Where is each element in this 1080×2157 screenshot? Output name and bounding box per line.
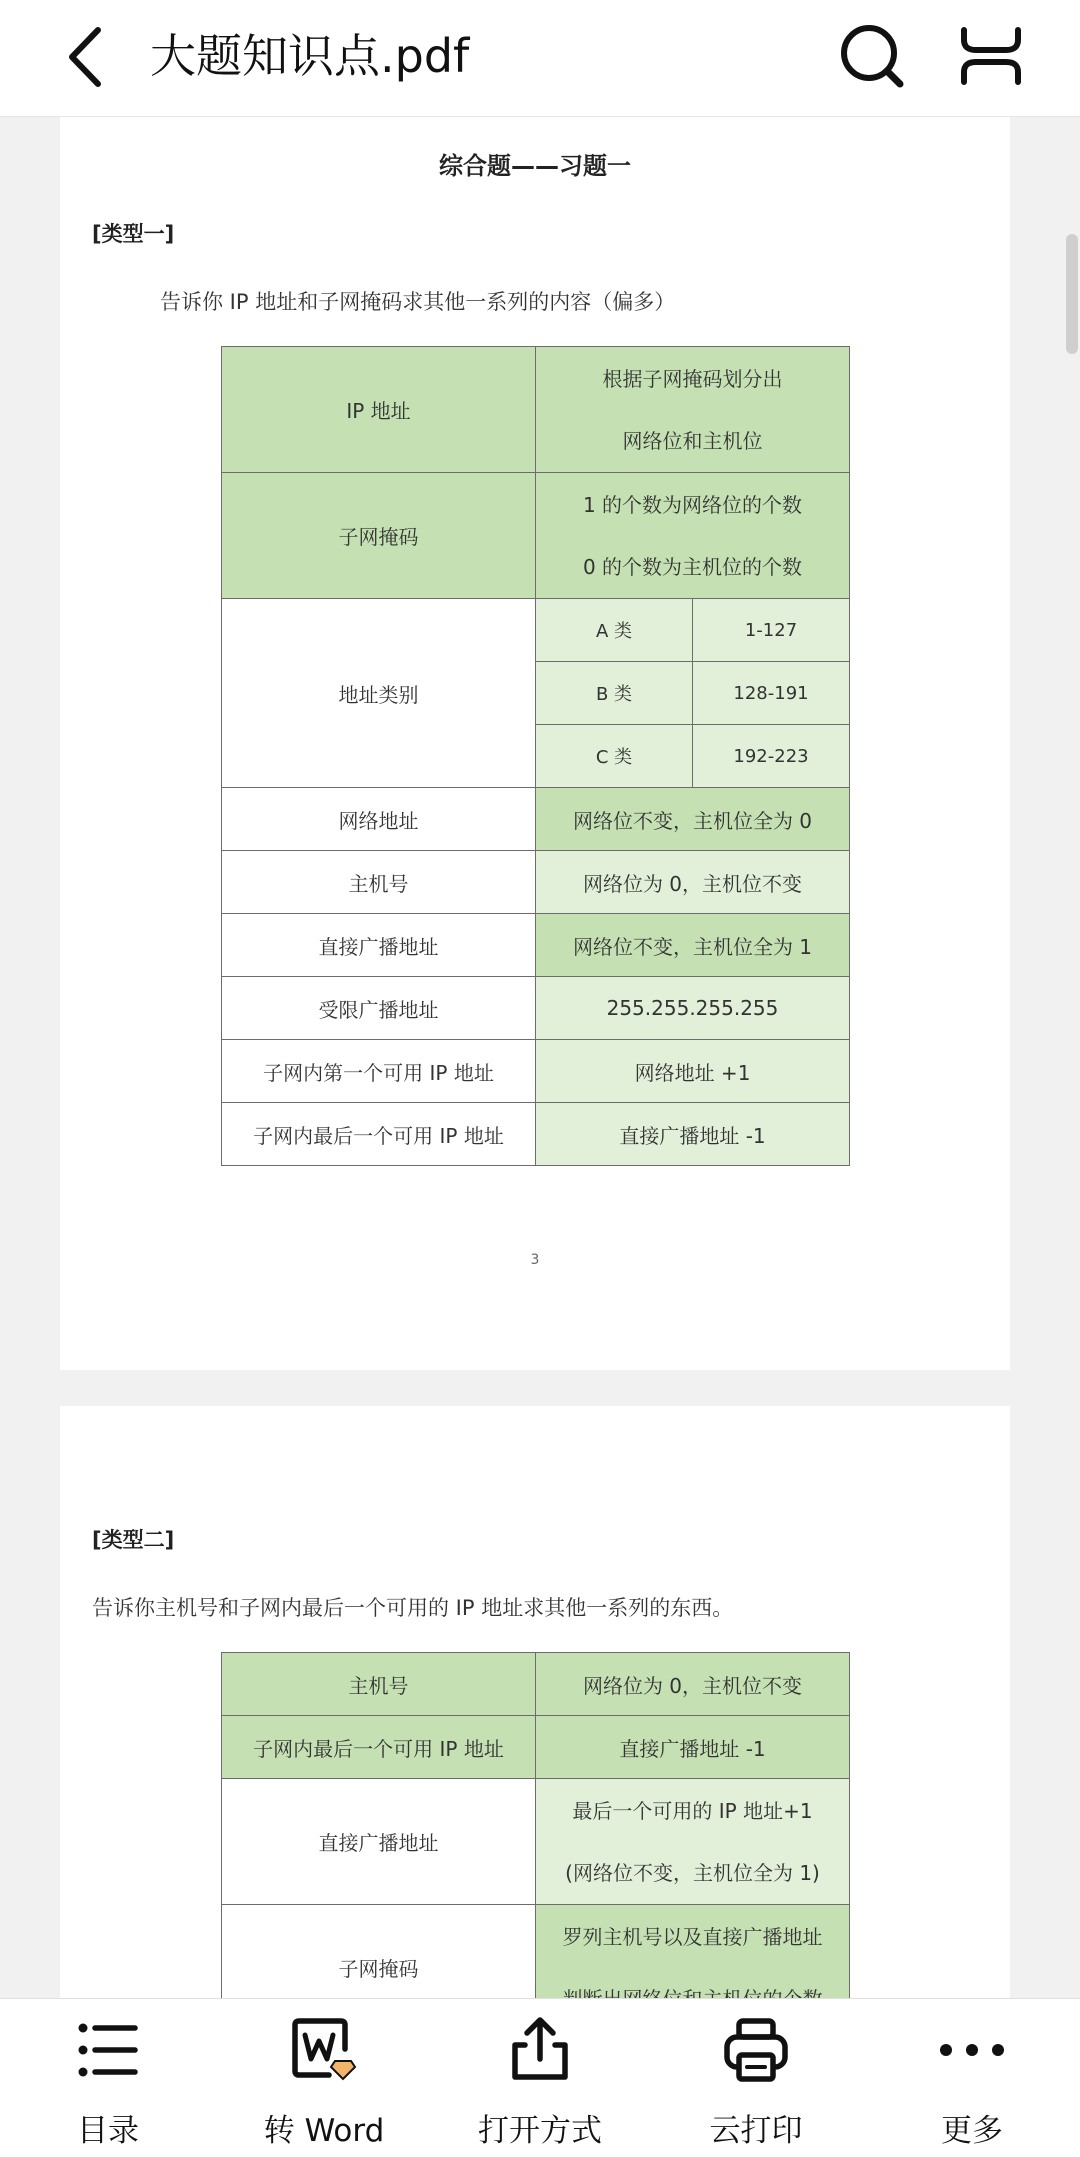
search-icon[interactable] xyxy=(836,20,906,92)
open-with-button[interactable] xyxy=(432,1999,648,2157)
table-cell: 192-223 xyxy=(693,725,850,788)
type-label: [类型二] xyxy=(92,1528,175,1552)
table-cell: 子网内最后一个可用 IP 地址 xyxy=(222,1103,536,1166)
table-cell: 网络位为 0，主机位不变 xyxy=(536,851,850,914)
open-with-label: 打开方式 xyxy=(478,2113,602,2149)
top-bar xyxy=(0,0,1080,117)
convert-word-icon xyxy=(289,2015,359,2085)
table-cell: 主机号 xyxy=(222,851,536,914)
more-icon xyxy=(937,2015,1007,2085)
table-cell: 子网掩码 xyxy=(222,473,536,599)
scrollbar-thumb[interactable] xyxy=(1066,234,1078,354)
table-cell: 子网内最后一个可用 IP 地址 xyxy=(222,1716,536,1779)
pdf-viewer[interactable] xyxy=(0,116,1080,1998)
table-cell: 1-127 xyxy=(693,599,850,662)
cell-line: 根据子网掩码划分出 xyxy=(602,366,783,391)
table-cell: 直接广播地址 -1 xyxy=(536,1103,850,1166)
page-number: 3 xyxy=(530,1252,540,1268)
table-cell: 直接广播地址 -1 xyxy=(536,1716,850,1779)
paragraph: 告诉你主机号和子网内最后一个可用的 IP 地址求其他一系列的东西。 xyxy=(92,1596,734,1620)
table-cell: 直接广播地址 xyxy=(222,1779,536,1905)
list-icon xyxy=(73,2015,143,2085)
document-title: 大题知识点.pdf xyxy=(150,29,470,83)
share-icon xyxy=(505,2015,575,2085)
toc-button[interactable] xyxy=(0,1999,216,2157)
pdf-page-3 xyxy=(60,116,1010,1370)
table-cell: 子网内第一个可用 IP 地址 xyxy=(222,1040,536,1103)
more-label: 更多 xyxy=(941,2113,1003,2149)
table-cell: 主机号 xyxy=(222,1653,536,1716)
convert-word-label: 转 Word xyxy=(263,2113,385,2149)
table-cell: 网络位不变，主机位全为 1 xyxy=(536,914,850,977)
expand-icon[interactable] xyxy=(956,24,1026,88)
bottom-toolbar xyxy=(0,1998,1080,2157)
table-cell: 子网掩码 xyxy=(222,1905,536,2031)
table-cell: 255.255.255.255 xyxy=(536,977,850,1040)
table-cell: C 类 xyxy=(536,725,693,788)
cell-line: 最后一个可用的 IP 地址+1 xyxy=(572,1798,813,1823)
cell-line: 1 的个数为网络位的个数 xyxy=(582,492,803,517)
cell-line: 网络位和主机位 xyxy=(622,428,763,453)
cell-line: 罗列主机号以及直接广播地址 xyxy=(562,1924,823,1949)
section-title: 综合题——习题一 xyxy=(439,152,631,180)
table-cell: A 类 xyxy=(536,599,693,662)
table-cell: 网络位为 0，主机位不变 xyxy=(536,1653,850,1716)
ip-table-1 xyxy=(221,346,850,1166)
type-label: [类型一] xyxy=(92,222,175,246)
table-cell xyxy=(536,473,850,599)
table-cell: 受限广播地址 xyxy=(222,977,536,1040)
table-cell xyxy=(536,347,850,473)
convert-word-button[interactable] xyxy=(216,1999,432,2157)
table-cell: 网络位不变，主机位全为 0 xyxy=(536,788,850,851)
table-cell: 网络地址 xyxy=(222,788,536,851)
table-cell: 直接广播地址 xyxy=(222,914,536,977)
cell-line: (网络位不变，主机位全为 1) xyxy=(565,1860,820,1885)
cloud-print-label: 云打印 xyxy=(709,2113,803,2149)
printer-icon xyxy=(721,2015,791,2085)
table-cell: 128-191 xyxy=(693,662,850,725)
table-cell: 地址类别 xyxy=(222,599,536,788)
cell-line: 0 的个数为主机位的个数 xyxy=(582,554,803,579)
back-chevron-icon[interactable] xyxy=(60,22,120,92)
more-button[interactable] xyxy=(864,1999,1080,2157)
table-cell: B 类 xyxy=(536,662,693,725)
table-cell: IP 地址 xyxy=(222,347,536,473)
cloud-print-button[interactable] xyxy=(648,1999,864,2157)
table-cell xyxy=(536,1779,850,1905)
table-cell: 网络地址 +1 xyxy=(536,1040,850,1103)
paragraph: 告诉你 IP 地址和子网掩码求其他一系列的内容（偏多） xyxy=(160,290,676,314)
toc-label: 目录 xyxy=(77,2113,139,2149)
ip-table-2 xyxy=(221,1652,850,2031)
